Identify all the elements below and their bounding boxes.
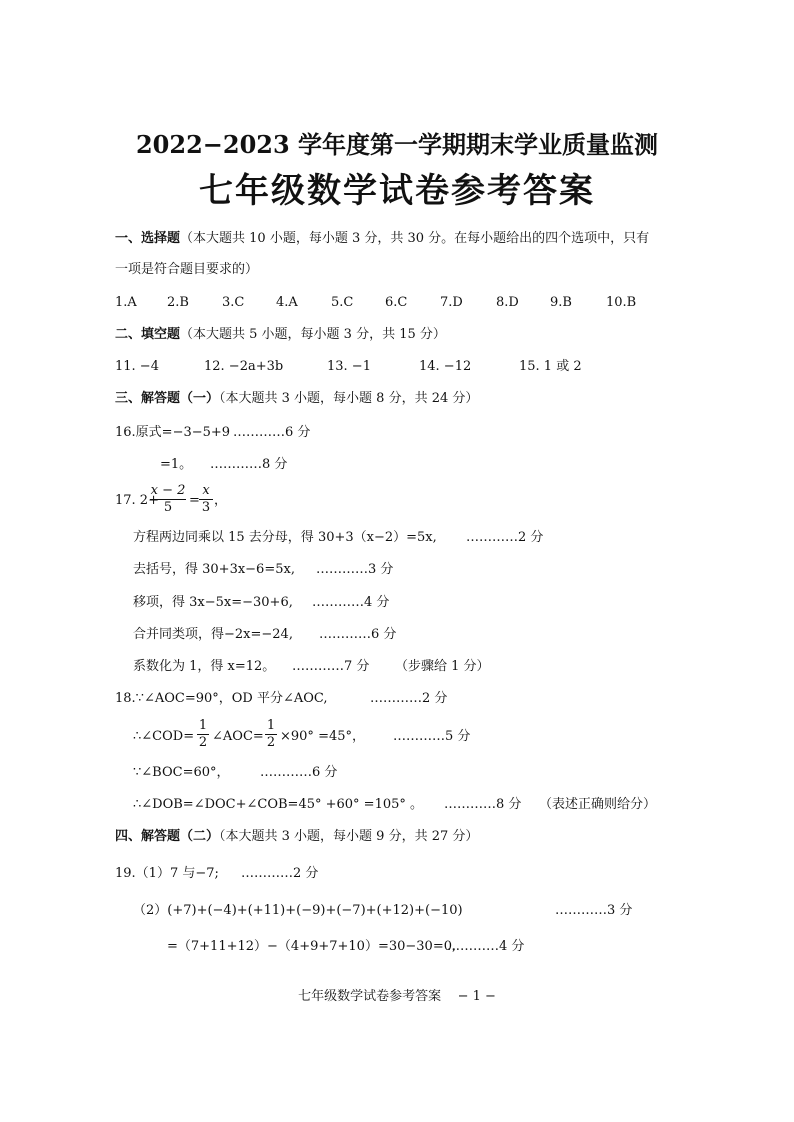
- section-4-title: 四、解答题（二）: [115, 829, 220, 844]
- answer-12: 12. −2a+3b: [204, 359, 284, 374]
- q17-step-5: 系数化为 1，得 x=12。: [133, 659, 276, 674]
- q16-line-2: =1。: [160, 457, 193, 472]
- q19-line-2: （2）(+7)+(−4)+(+11)+(−9)+(−7)+(+12)+(−10): [133, 903, 463, 918]
- section-1-title: 一、选择题: [115, 231, 181, 246]
- answer-6: 6.C: [385, 295, 408, 310]
- section-4-desc: （本大题共 3 小题，每小题 9 分，共 27 分）: [219, 829, 479, 844]
- q18-line-4-note: （表述正确则给分）: [539, 797, 657, 812]
- q17-step-2-points: …………3 分: [316, 562, 394, 577]
- section-2-heading: [115, 327, 446, 343]
- title-line-2: 七年级数学试卷参考答案: [199, 171, 595, 211]
- q19-line-1: 19.（1）7 与−7;: [115, 866, 219, 881]
- q18-line-4: ∴∠DOB=∠DOC+∠COB=45° +60° =105° 。: [133, 797, 424, 812]
- q18-fraction-2-numerator: 1: [266, 718, 276, 733]
- answer-8: 8.D: [496, 295, 519, 310]
- q17-step-4: 合并同类项，得−2x=−24,: [133, 627, 293, 642]
- q18-line-2-mid: ∠AOC=: [212, 729, 264, 744]
- answer-3: 3.C: [222, 295, 245, 310]
- q19-line-2-points: …………3 分: [555, 903, 633, 918]
- answer-2: 2.B: [167, 295, 189, 310]
- q17-step-3-points: …………4 分: [312, 595, 390, 610]
- answer-7: 7.D: [440, 295, 463, 310]
- page-footer: [0, 985, 794, 1004]
- q18-line-1-points: …………2 分: [370, 691, 448, 706]
- q18-line-2-start: ∴∠COD=: [133, 729, 195, 744]
- q18-line-1: 18.∵∠AOC=90°，OD 平分∠AOC,: [115, 691, 328, 706]
- q17-fraction-2: [199, 484, 213, 515]
- q16-line-1: 16.原式=−3−5+9: [115, 425, 231, 440]
- q19-line-3-points: …………4 分: [447, 939, 525, 954]
- q17-step-1-points: …………2 分: [466, 530, 544, 545]
- section-3-desc: （本大题共 3 小题，每小题 8 分，共 24 分）: [219, 391, 479, 406]
- answer-9: 9.B: [550, 295, 572, 310]
- answer-15: 15. 1 或 2: [519, 359, 582, 374]
- q19-line-3: =（7+11+12）−（4+9+7+10）=30−30=0,: [167, 939, 457, 954]
- page-number: − 1 −: [457, 989, 496, 1004]
- answer-4: 4.A: [276, 295, 298, 310]
- q18-line-4-points: …………8 分: [444, 797, 522, 812]
- answer-13: 13. −1: [327, 359, 371, 374]
- answer-1: 1.A: [115, 295, 137, 310]
- answer-14: 14. −12: [419, 359, 472, 374]
- q18-fraction-1: [197, 719, 209, 750]
- section-1-heading: [115, 231, 649, 247]
- q17-fraction-1-numerator: x − 2: [150, 483, 186, 498]
- q18-line-3-points: …………6 分: [260, 765, 338, 780]
- q17-step-1: 方程两边同乘以 15 去分母，得 30+3（x−2）=5x,: [133, 530, 437, 545]
- section-3-title: 三、解答题（一）: [115, 391, 220, 406]
- answer-5: 5.C: [331, 295, 354, 310]
- section-2-desc: （本大题共 5 小题，每小题 3 分，共 15 分）: [180, 327, 446, 342]
- q17-step-3: 移项，得 3x−5x=−30+6,: [133, 595, 293, 610]
- q16-line-1-points: …………6 分: [233, 425, 311, 440]
- q17-step-2: 去括号，得 30+3x−6=5x,: [133, 562, 295, 577]
- q18-fraction-2: [265, 719, 277, 750]
- q17-tail: ，: [214, 493, 228, 508]
- q17-step-4-points: …………6 分: [319, 627, 397, 642]
- q17-step-5-note: （步骤给 1 分）: [395, 659, 490, 674]
- q19-line-1-points: …………2 分: [241, 866, 319, 881]
- footer-title: 七年级数学试卷参考答案: [298, 989, 442, 1004]
- q18-fraction-2-denominator: 2: [266, 735, 276, 750]
- q17-step-5-points: …………7 分: [292, 659, 370, 674]
- q18-line-3: ∵∠BOC=60°，: [133, 765, 230, 780]
- q18-fraction-1-denominator: 2: [198, 735, 208, 750]
- answer-10: 10.B: [606, 295, 637, 310]
- section-3-heading: [115, 391, 478, 407]
- q17-fraction-1-denominator: 5: [163, 500, 173, 515]
- q17-fraction-2-numerator: x: [202, 483, 210, 498]
- section-1-desc: （本大题共 10 小题，每小题 3 分，共 30 分。在每小题给出的四个选项中，只有: [180, 231, 650, 246]
- q17-lead: 17. 2+: [115, 493, 159, 508]
- q16-line-2-points: …………8 分: [210, 457, 288, 472]
- section-4-heading: [115, 829, 478, 845]
- q18-line-2-end: ×90° =45°，: [280, 729, 366, 744]
- section-2-title: 二、填空题: [115, 327, 181, 342]
- answer-11: 11. −4: [115, 359, 159, 374]
- section-1-desc-cont: 一项是符合题目要求的）: [115, 262, 259, 277]
- q18-line-2-points: …………5 分: [393, 729, 471, 744]
- q17-fraction-2-denominator: 3: [201, 500, 211, 515]
- q17-equals: =: [189, 493, 200, 508]
- title-line-1: 2022−2023 学年度第一学期期末学业质量监测: [135, 130, 659, 159]
- q18-fraction-1-numerator: 1: [198, 718, 208, 733]
- q17-fraction-1: [150, 484, 186, 515]
